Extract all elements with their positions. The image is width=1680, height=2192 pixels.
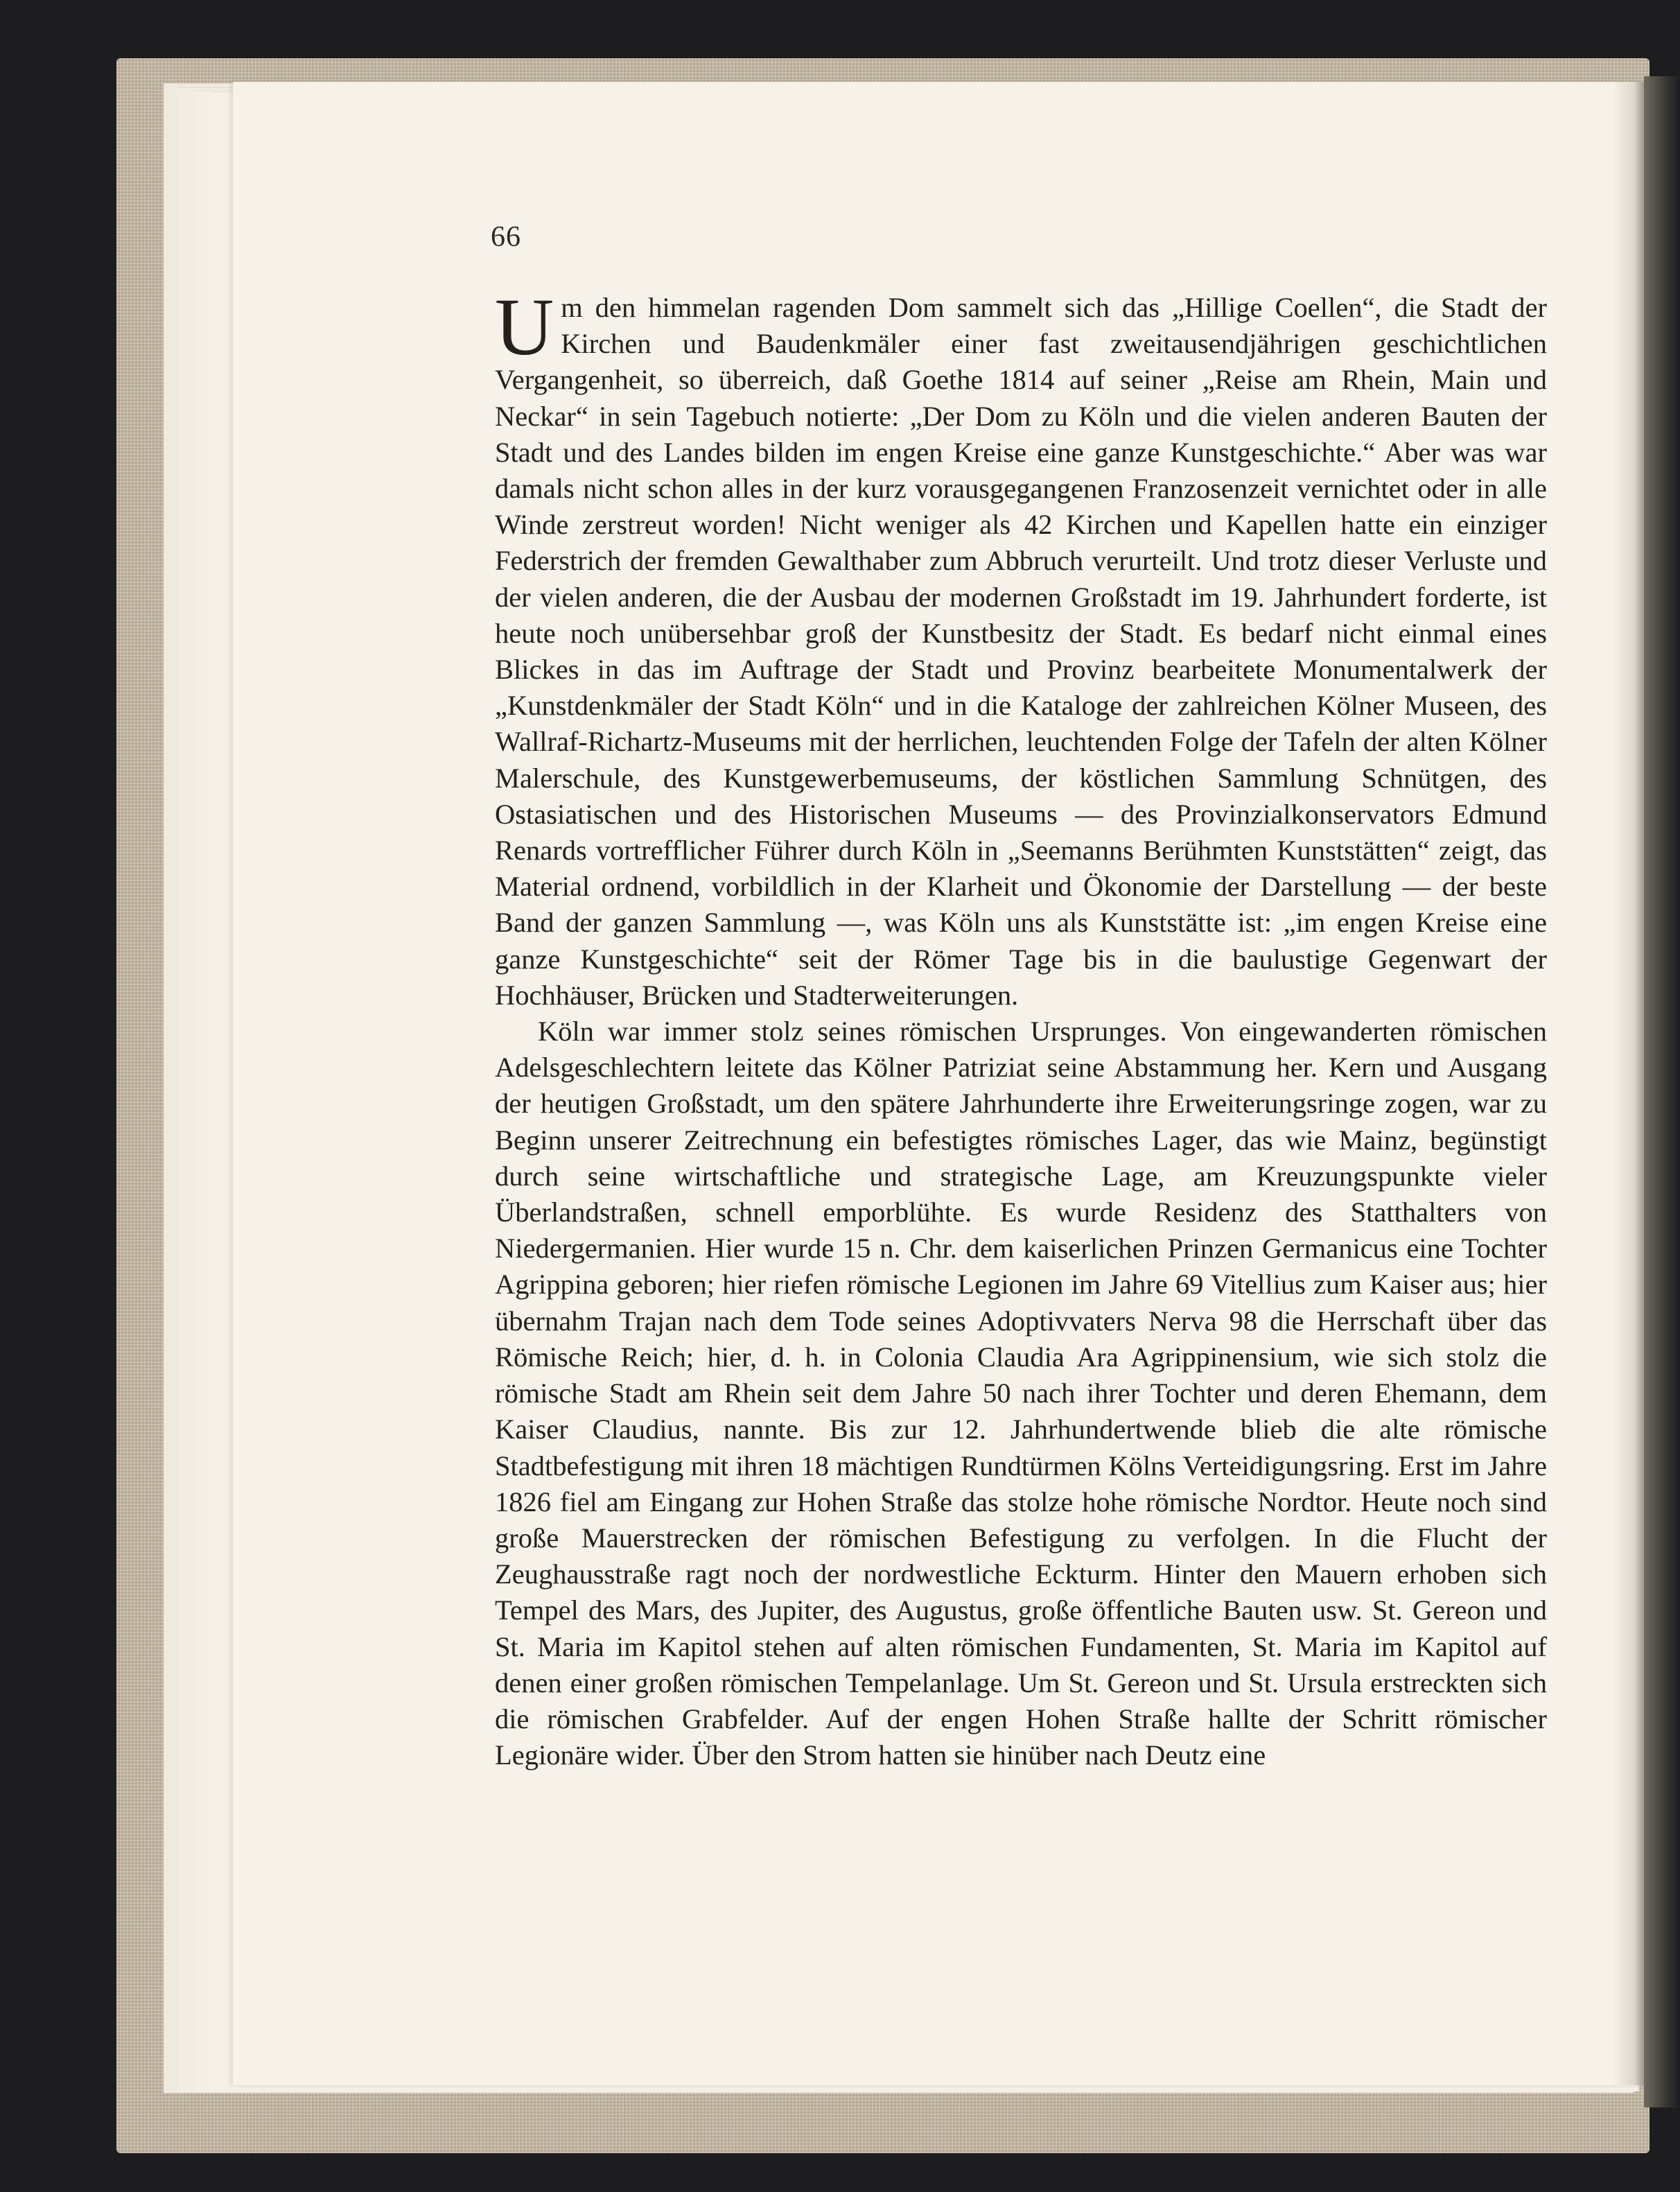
spine-shadow (1612, 82, 1644, 2085)
paragraph-1: Um den himmelan ragenden Dom sammelt sich das „Hillige Coellen“, die Stadt der Kirchen und Baudenkmäler einer fast zweitausendjährigen geschichtlichen Vergangenheit, so überreich, daß Goethe 1814 auf seiner „Reise am Rhein, Main und Neckar“ in sein Tagebuch notierte: „Der Dom zu Köln und die vielen anderen Bauten der Stadt und des Landes bilden im engen Kreise eine ganze Kunstgeschichte.“ Aber was war damals nicht schon alles in der kurz vorausgegangenen Franzosenzeit vernichtet oder in alle Winde zerstreut worden! Nicht weniger als 42 Kirchen und Kapellen hatte ein einziger Federstrich der fremden Gewalthaber zum Abbruch verurteilt. Und trotz dieser Verluste und der vielen anderen, die der Ausbau der modernen Großstadt im 19. Jahrhundert forderte, ist heute noch unübersehbar groß der Kunstbesitz der Stadt. Es bedarf nicht einmal eines Blickes in das im Auftrage der Stadt und Provinz bearbeitete Monumentalwerk der „Kunstdenkmäler der Stadt Köln“ und in die Kataloge der zahlreichen Kölner Museen, des Wallraf-Richartz-Museums mit der herrlichen, leuchtenden Folge der Tafeln der alten Kölner Malerschule, des Kunstgewerbemuseums, der köstlichen Sammlung Schnütgen, des Ostasiatischen und des Historischen Museums — des Provinzialkonservators Edmund Renards vortrefflicher Führer durch Köln in „Seemanns Berühmten Kunststätten“ zeigt, das Material ordnend, vorbildlich in der Klarheit und Ökonomie der Darstellung — der beste Band der ganzen Sammlung —, was Köln uns als Kunststätte ist: „im engen Kreise eine ganze Kunstgeschichte“ seit der Römer Tage bis in die baulustige Gegenwart der Hochhäuser, Brücken und Stadterweiterungen. (495, 281, 1547, 1011)
paragraph-2: Köln war immer stolz seines römischen Ursprunges. Von eingewanderten römischen Adelsgeschlechtern leitete das Kölner Patriziat seine Abstammung her. Kern und Ausgang der heutigen Großstadt, um den spätere Jahrhunderte ihre Erweiterungsringe zogen, war zu Beginn unserer Zeitrechnung ein befestigtes römisches Lager, das wie Mainz, begünstigt durch seine wirtschaftliche und strategische Lage, am Kreuzungspunkte vieler Überlandstraßen, schnell emporblühte. Es wurde Residenz des Statthalters von Niedergermanien. Hier wurde 15 n. Chr. dem kaiserlichen Prinzen Germanicus eine Tochter Agrippina geboren; hier riefen römische Legionen im Jahre 69 Vitellius zum Kaiser aus; hier übernahm Trajan nach dem Tode seines Adoptivvaters Nerva 98 die Herrschaft über das Römische Reich; hier, d. h. in Colonia Claudia Ara Agrippinensium, wie sich stolz die römische Stadt am Rhein seit dem Jahre 50 nach ihrer Tochter und deren Ehemann, dem Kaiser Claudius, nannte. Bis zur 12. Jahrhundertwende blieb die alte römische Stadtbefestigung mit ihren 18 mächtigen Rundtürmen Kölns Verteidigungsring. Erst im Jahre 1826 fiel am Eingang zur Hohen Straße das stolze hohe römische Nordtor. Heute noch sind große Mauerstrecken der römischen Befestigung zu verfolgen. In die Flucht der Zeughausstraße ragt noch der nordwestliche Eckturm. Hinter den Mauern erhoben sich Tempel des Mars, des Jupiter, des Augustus, große öffentliche Bauten usw. St. Gereon und St. Maria im Kapitol stehen auf alten römischen Fundamenten, St. Maria im Kapitol auf denen einer großen römischen Tempelanlage. Um St. Gereon und St. Ursula erstreckten sich die römischen Grabfelder. Auf der engen Hohen Straße hallte der Schritt römischer Legionäre wider. Über den Strom hatten sie hinüber nach Deutz eine (495, 1016, 1547, 1771)
page-number: 66 (491, 221, 521, 253)
facing-page-edge (1644, 76, 1680, 2107)
body-text (495, 281, 1547, 1773)
